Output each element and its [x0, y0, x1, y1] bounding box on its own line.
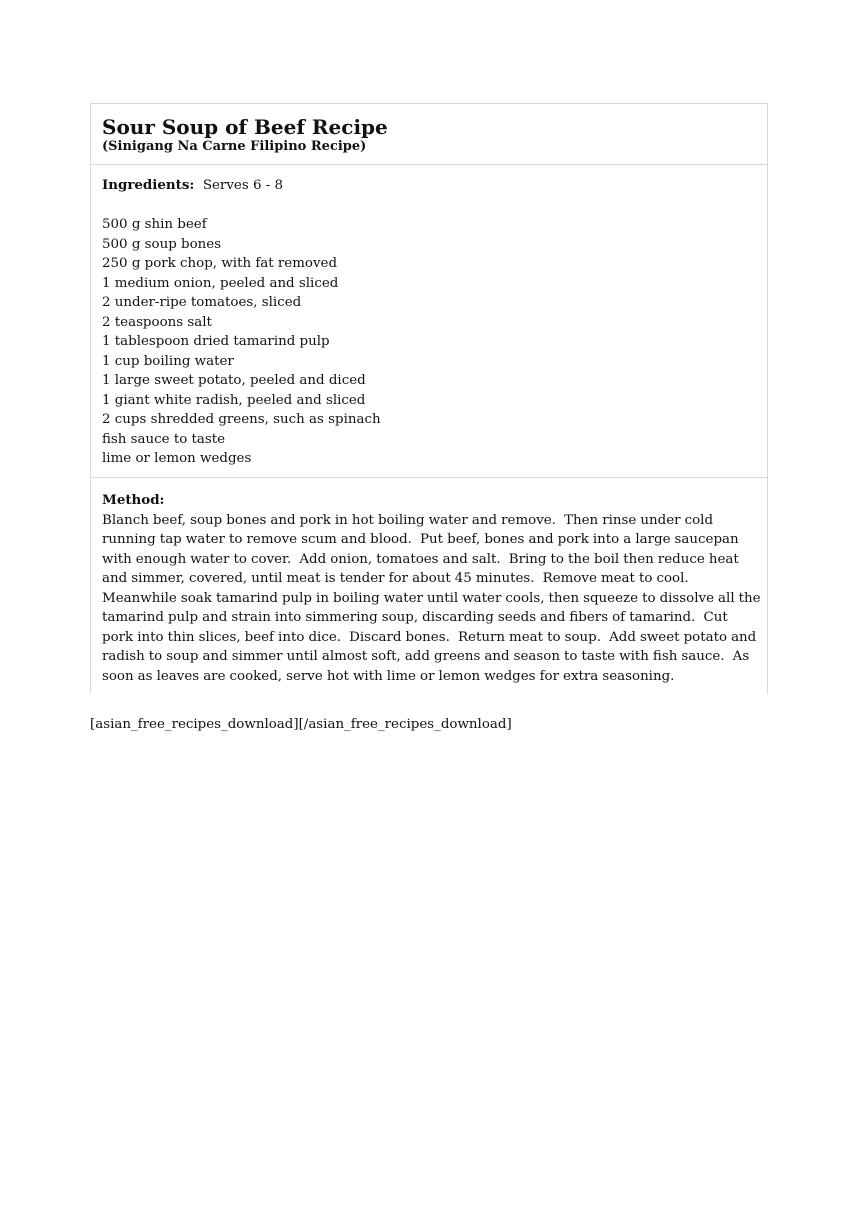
- download-shortcode: [asian_free_recipes_download][/asian_free_recipes_download]: [90, 717, 512, 732]
- ingredients-list: [102, 215, 756, 469]
- recipe-header: [91, 104, 767, 165]
- ingredient-item: 250 g pork chop, with fat removed: [102, 256, 338, 271]
- serves-text: Serves 6 - 8: [202, 178, 284, 193]
- ingredient-item: 1 medium onion, peeled and sliced: [102, 275, 339, 291]
- ingredient-item: 500 g shin beef: [102, 217, 207, 232]
- ingredient-item: 1 cup boiling water: [102, 353, 234, 369]
- ingredient-item: 1 large sweet potato, peeled and diced: [102, 373, 366, 388]
- ingredients-section: [91, 165, 767, 478]
- ingredient-item: 500 g soup bones: [102, 236, 222, 252]
- ingredient-item: lime or lemon wedges: [102, 451, 252, 466]
- recipe-subtitle: (Sinigang Na Carne Filipino Recipe): [102, 139, 367, 154]
- ingredient-item: 1 giant white radish, peeled and sliced: [102, 392, 366, 408]
- method-text: Blanch beef, soup bones and pork in hot boiling water and remove. Then rinse under cold running tap water to remove scum and blood. Put beef, bones and pork into a large saucepan with enough water to cover. Add onion, tomatoes and salt. Bring to the boil then reduce heat and simmer, covered, until meat is tender for about 45 minutes. Remove meat to cool. Meanwhile soak tamarind pulp in boiling water until water cools, then squeeze to dissolve all the tamarind pulp and strain into simmering soup, discarding seeds and fibers of tamarind. Cut pork into thin slices, beef into dice. Discard bones. Return meat to soup. Add sweet potato and radish to soup and simmer until almost soft, add greens and season to taste with fish sauce. As soon as leaves are cooked, serve hot with lime or lemon wedges for extra seasoning.: [102, 512, 761, 684]
- ingredient-item: 2 under-ripe tomatoes, sliced: [102, 295, 302, 310]
- recipe-title: Sour Soup of Beef Recipe: [102, 115, 388, 139]
- recipe-card: [90, 103, 768, 694]
- ingredients-label: Ingredients:: [102, 177, 195, 193]
- ingredients-heading: [102, 176, 756, 196]
- method-section: [91, 478, 767, 686]
- method-label: Method:: [102, 492, 165, 508]
- ingredient-item: 2 teaspoons salt: [102, 314, 212, 330]
- ingredient-item: 1 tablespoon dried tamarind pulp: [102, 334, 330, 349]
- ingredient-item: fish sauce to taste: [102, 431, 226, 447]
- ingredient-item: 2 cups shredded greens, such as spinach: [102, 412, 381, 427]
